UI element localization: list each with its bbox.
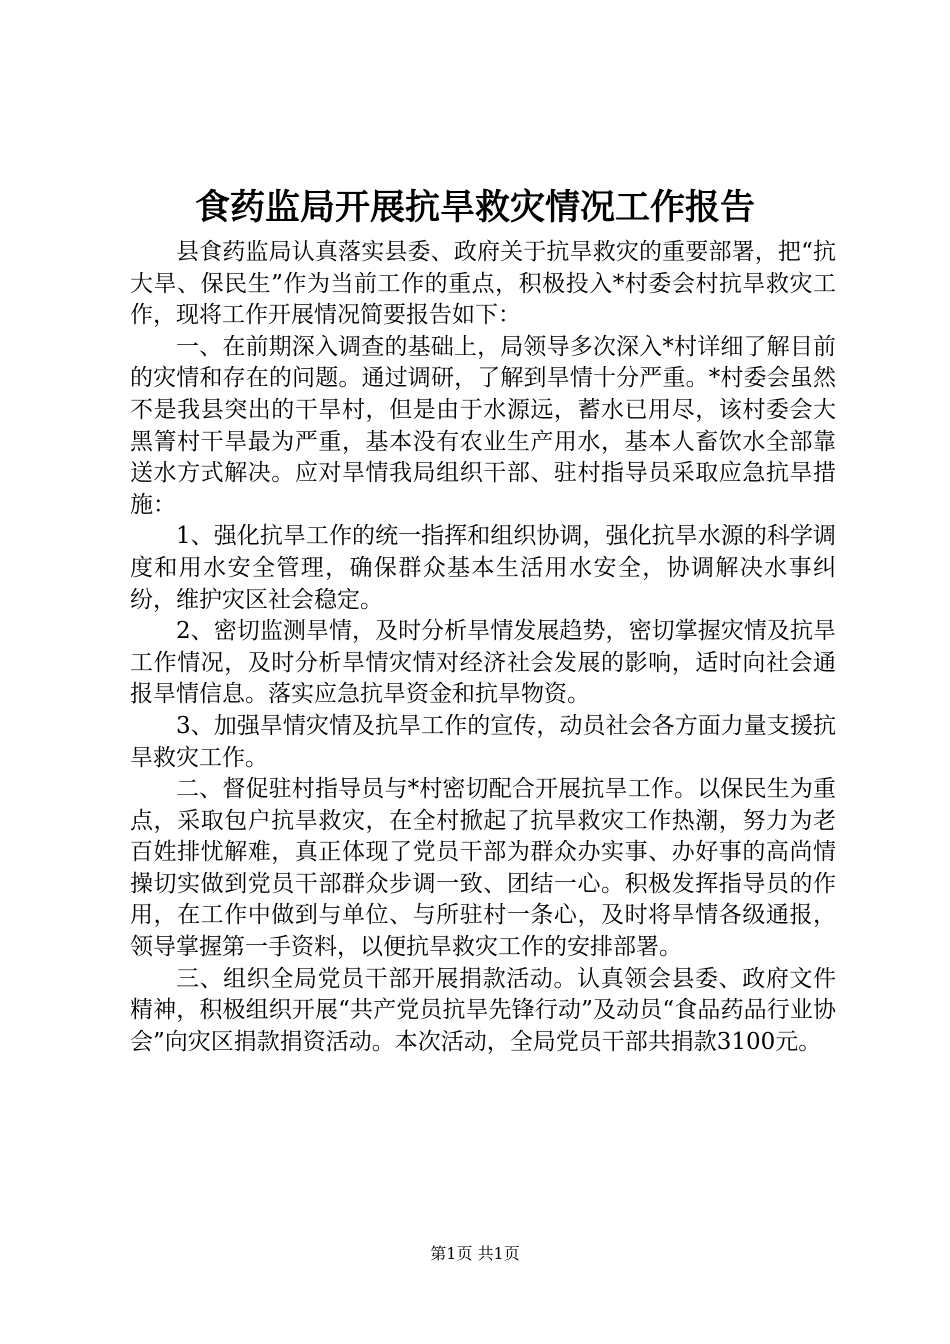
paragraph-section-2: 二、督促驻村指导员与*村密切配合开展抗旱工作。以保民生为重点，采取包户抗旱救灾，在全村掀起了抗旱救灾工作热潮，努力为老百姓排忧解难，真正体现了党员干部为群众办实事、办好事的高尚情操切实做到党员干部群众步调一致、团结一心。积极发挥指导员的作用，在工作中做到与单位、与所驻村一条心，及时将旱情各级通报，领导掌握第一手资料，以便抗旱救灾工作的安排部署。 — [130, 776, 836, 961]
paragraph-measure-2: 2、密切监测旱情，及时分析旱情发展趋势，密切掌握灾情及抗旱工作情况，及时分析旱情灾情对经济社会发展的影响，适时向社会通报旱情信息。落实应急抗旱资金和抗旱物资。 — [130, 618, 836, 708]
paragraph-measure-3: 3、加强旱情灾情及抗旱工作的宣传，动员社会各方面力量支援抗旱救灾工作。 — [130, 712, 836, 771]
paragraph-section-1: 一、在前期深入调查的基础上，局领导多次深入*村详细了解目前的灾情和存在的问题。通过调研，了解到旱情十分严重。*村委会虽然不是我县突出的干旱村，但是由于水源远，蓄水已用尽，该村委会大黑箐村干旱最为严重，基本没有农业生产用水，基本人畜饮水全部靠送水方式解决。应对旱情我局组织干部、驻村指导员采取应急抗旱措施： — [130, 333, 836, 518]
paragraph-intro: 县食药监局认真落实县委、政府关于抗旱救灾的重要部署，把“抗大旱、保民生”作为当前工作的重点，积极投入*村委会村抗旱救灾工作，现将工作开展情况简要报告如下： — [130, 239, 836, 329]
paragraph-section-3: 三、组织全局党员干部开展捐款活动。认真领会县委、政府文件精神，积极组织开展“共产党员抗旱先锋行动”及动员“食品药品行业协会”向灾区捐款捐资活动。本次活动，全局党员干部共捐款3100元。 — [130, 965, 836, 1055]
paragraph-measure-1: 1、强化抗旱工作的统一指挥和组织协调，强化抗旱水源的科学调度和用水安全管理，确保群众基本生活用水安全，协调解决水事纠纷，维护灾区社会稳定。 — [130, 523, 836, 613]
document-title: 食药监局开展抗旱救灾情况工作报告 — [194, 187, 755, 228]
page-number: 第1页 共1页 — [430, 1244, 520, 1263]
document-body — [130, 237, 836, 1058]
